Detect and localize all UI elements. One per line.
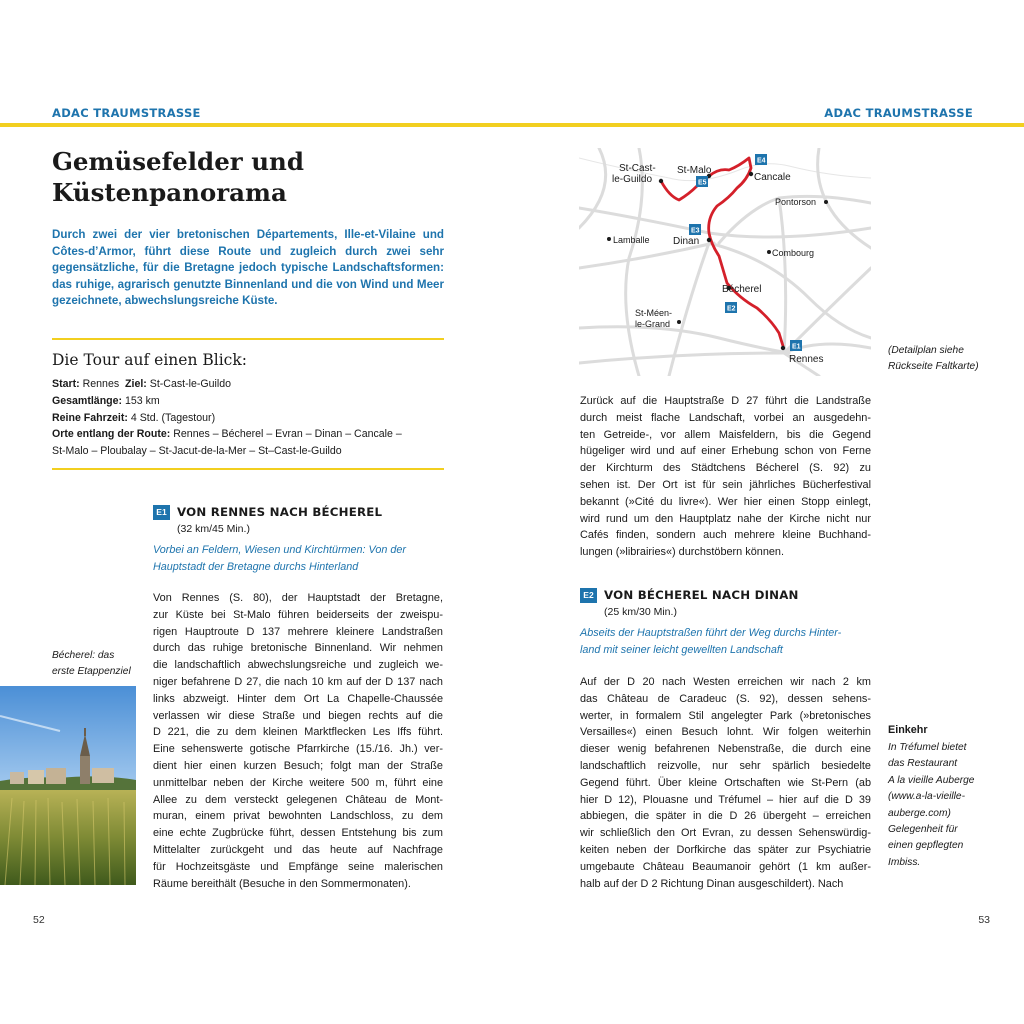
- stage-badge-e2: E2: [580, 588, 597, 603]
- body-line: lungen (»librairies«) durchstöbern können.: [580, 546, 785, 559]
- body-line: für Hochzeitsgäste und Empfänge seine malerischen: [153, 860, 443, 873]
- body-line: durch das ruhige bretonische Binnenland. Wir nehmen: [153, 642, 443, 655]
- intro-paragraph: Durch zwei der vier bretonischen Départements, Ille-et-Vilaine und Côtes-d’Armor, führt diese Route und zugleich durch zwei sehr gegensätzliche, für die Bretagne jedoch typische Landschaftsformen: das ruhige, agrarisch genutzte Binnenland und die von Wind und Meer gezeichnete, abwechslungsreiche Küste.: [52, 228, 444, 308]
- body-line: rigen Hauptroute D 137 mehrere kleinere Landstraßen: [153, 625, 443, 638]
- body-line: muran, einem privat bewohnten Landschloss, zu dem: [153, 810, 443, 823]
- body-line: Cafés finden, sondern auch mehrere kleine Buchhand-: [580, 529, 871, 542]
- becherel-photo: [0, 686, 136, 885]
- sidebar-text: [888, 740, 974, 871]
- sidebar-line: auberge.com): [888, 807, 951, 819]
- map-badge: E5: [698, 179, 707, 187]
- title-line: Küstenpanorama: [52, 178, 287, 207]
- body-line: das Château de Caradeuc (S. 92), dessen sehens-: [580, 692, 871, 705]
- body-line: Allee zu dem versteckt gelegenen Château de Mont-: [153, 793, 443, 806]
- map-label: Combourg: [772, 248, 815, 258]
- map-label: le-Grand: [635, 319, 671, 329]
- tour-time: Reine Fahrzeit: 4 Std. (Tagestour): [52, 411, 216, 424]
- body-line: die landschaftlich abwechslungsreiche und zugleich we-: [153, 659, 443, 672]
- body-line: ten Getreide-, vor allem Maisfeldern, bis die Gegend: [580, 428, 871, 441]
- body-line: Versailles«) einen Besuch lohnt. Wir folgen weiterhin: [580, 726, 871, 739]
- body-line: wird rund um den Hauptplatz nahe der Kirche nicht nur: [580, 512, 871, 525]
- map-badge: E4: [757, 157, 766, 165]
- body-line: unmittelbar neben der Kirche weitere 500 m, führt eine: [153, 776, 443, 789]
- body-line: durch meist flache Landschaft, vorbei an ausgedehn-: [580, 411, 871, 424]
- body-line: hier D 12), Plouasne und Tréfumel – hier auf die D 39: [580, 793, 871, 806]
- map-badge: E1: [792, 343, 801, 351]
- body-line: landschaftlich reizvolle, nur sehr spärlich besiedelte: [580, 759, 871, 772]
- right-body-paragraph: [580, 393, 871, 561]
- body-line: sehen ist. Der Ort ist für sein jährliches Bücherfestival: [580, 478, 871, 491]
- tour-start-ziel: Start: Rennes Ziel: St-Cast-le-Guildo: [52, 378, 232, 390]
- page-number-right: 53: [978, 914, 990, 926]
- body-line: Gegend führt. Über kleine Ortschaften wie St-Pern (ab: [580, 776, 871, 789]
- sidebar-line: (www.a-la-vieille-: [888, 791, 965, 803]
- body-line: der Kirchturm des Städtchens Bécherel (S. 92) zu: [580, 462, 871, 475]
- tour-box-bottom-rule: [52, 468, 444, 470]
- sidebar-line: In Tréfumel bietet: [888, 742, 967, 753]
- photo-caption: Bécherel: das erste Etappenziel: [52, 650, 131, 678]
- body-line: Von Rennes (S. 80), der Hauptstadt der Bretagne,: [153, 592, 443, 604]
- sidebar-line: A la vieille Auberge: [888, 774, 975, 786]
- body-line: eine echte Zugbrücke führt, dessen Entstehung bis zum: [153, 827, 443, 840]
- body-line: hügeliger wird und auf einer Erhebung schon von Ferne: [580, 445, 871, 458]
- stage2-distance: (25 km/30 Min.): [604, 606, 677, 618]
- body-line: Eine sehenswerte gotische Pfarrkirche (15./16. Jh.) ver-: [153, 743, 443, 756]
- map-label: St-Malo: [677, 165, 712, 176]
- map-label: St-Méen-: [635, 308, 673, 318]
- tour-facts: [52, 376, 444, 460]
- tour-length: Gesamtlänge: 153 km: [52, 394, 160, 407]
- sidebar-line: das Restaurant: [888, 758, 958, 770]
- body-line: dient hier einen kurzen Besuch; folgt man der Straße: [153, 759, 443, 772]
- stage1-title: VON RENNES NACH BÉCHEREL: [177, 505, 383, 519]
- stage1-distance: (32 km/45 Min.): [177, 523, 250, 535]
- body-line: Auf der D 20 nach Westen erreichen wir nach 2 km: [580, 676, 871, 688]
- route-map: [579, 148, 871, 376]
- stage1-body: [153, 590, 443, 892]
- body-line: Mittelalter zurückgeht und das heute auf Nachfrage: [153, 843, 443, 856]
- map-label: Bécherel: [722, 284, 762, 295]
- page-title: [52, 146, 452, 208]
- stage2-title: VON BÉCHEREL NACH DINAN: [604, 588, 799, 602]
- body-line: links abzweigt. Hinter dem Ort La Chapelle-Chaussée: [153, 692, 443, 705]
- body-line: abbiegen, die später in die D 26 übergeht – erreichen: [580, 810, 871, 823]
- stage2-subtitle: Abseits der Hauptstraßen führt der Weg durchs Hinter- land mit seiner leicht gewellten Landschaft: [580, 627, 842, 656]
- sidebar-line: Gelegenheit für: [888, 824, 958, 836]
- running-header-right: ADAC TRAUMSTRASSE: [824, 106, 973, 120]
- body-line: niger befahrene D 27, die nach 10 km auf der D 137 nach: [153, 675, 443, 688]
- stage1-subtitle: Vorbei an Feldern, Wiesen und Kirchtürmen: Von der Hauptstadt der Bretagne durchs Hinterland: [153, 544, 406, 573]
- tour-box-top-rule: [52, 338, 444, 340]
- sidebar-line: Imbiss.: [888, 856, 921, 868]
- body-line: dieser wenig befahrenen Nebenstraße, die durch eine: [580, 743, 871, 756]
- sidebar-line: einen gepflegten: [888, 840, 964, 852]
- map-label: Cancale: [754, 172, 791, 183]
- stage2-body: [580, 674, 871, 892]
- map-label: Dinan: [673, 236, 700, 247]
- body-line: Zurück auf die Hauptstraße D 27 führt die Landstraße: [580, 395, 871, 407]
- page-number-left: 52: [33, 914, 45, 926]
- body-line: bekannt (»Cité du livre«). Wer hier einen Stopp einlegt,: [580, 495, 871, 508]
- map-badge: E3: [691, 227, 700, 235]
- sidebar-title: Einkehr: [888, 724, 928, 736]
- tour-heading: Die Tour auf einen Blick:: [52, 351, 247, 369]
- map-caption: (Detailplan siehe Rückseite Faltkarte): [888, 345, 979, 373]
- body-line: halb auf der D 2 Richtung Dinan ausgeschildert). Nach: [580, 877, 844, 890]
- header-rule: [0, 123, 1024, 127]
- body-line: wir schließlich den Ort Evran, zu dessen Sehenswürdig-: [580, 827, 871, 840]
- title-line: Gemüsefelder und: [52, 147, 304, 176]
- body-line: werter, in formalem Stil angelegter Park (»bretonisches: [580, 709, 871, 722]
- body-line: zur Küste bei St-Malo führen beiderseits der zweispu-: [153, 608, 443, 621]
- map-label: Rennes: [789, 354, 824, 365]
- body-line: Räume bereithält (Besuche in den Sommermonaten).: [153, 877, 411, 890]
- stage-badge-e1: E1: [153, 505, 170, 520]
- map-badge: E2: [727, 305, 736, 313]
- map-label: St-Cast-: [619, 163, 656, 174]
- tour-places-cont: St-Malo – Ploubalay – St-Jacut-de-la-Mer – St–Cast-le-Guildo: [52, 445, 342, 458]
- running-header-left: ADAC TRAUMSTRASSE: [52, 106, 201, 120]
- map-label: le-Guildo: [612, 174, 653, 185]
- body-line: keiten neben der Dorfkirche das später zur Psychiatrie: [580, 843, 871, 856]
- body-line: D 221, die zu dem kleinen Marktflecken Les Iffs führt.: [153, 726, 443, 739]
- map-label: Lamballe: [613, 235, 650, 245]
- map-label: Pontorson: [775, 197, 817, 207]
- body-line: verlassen wir diese Straße und biegen rechts auf die: [153, 709, 443, 722]
- body-line: umgebaute Château Beaumanoir gehört (1 km außer-: [580, 860, 871, 873]
- tour-places: Orte entlang der Route: Rennes – Bécherel – Evran – Dinan – Cancale –: [52, 428, 402, 441]
